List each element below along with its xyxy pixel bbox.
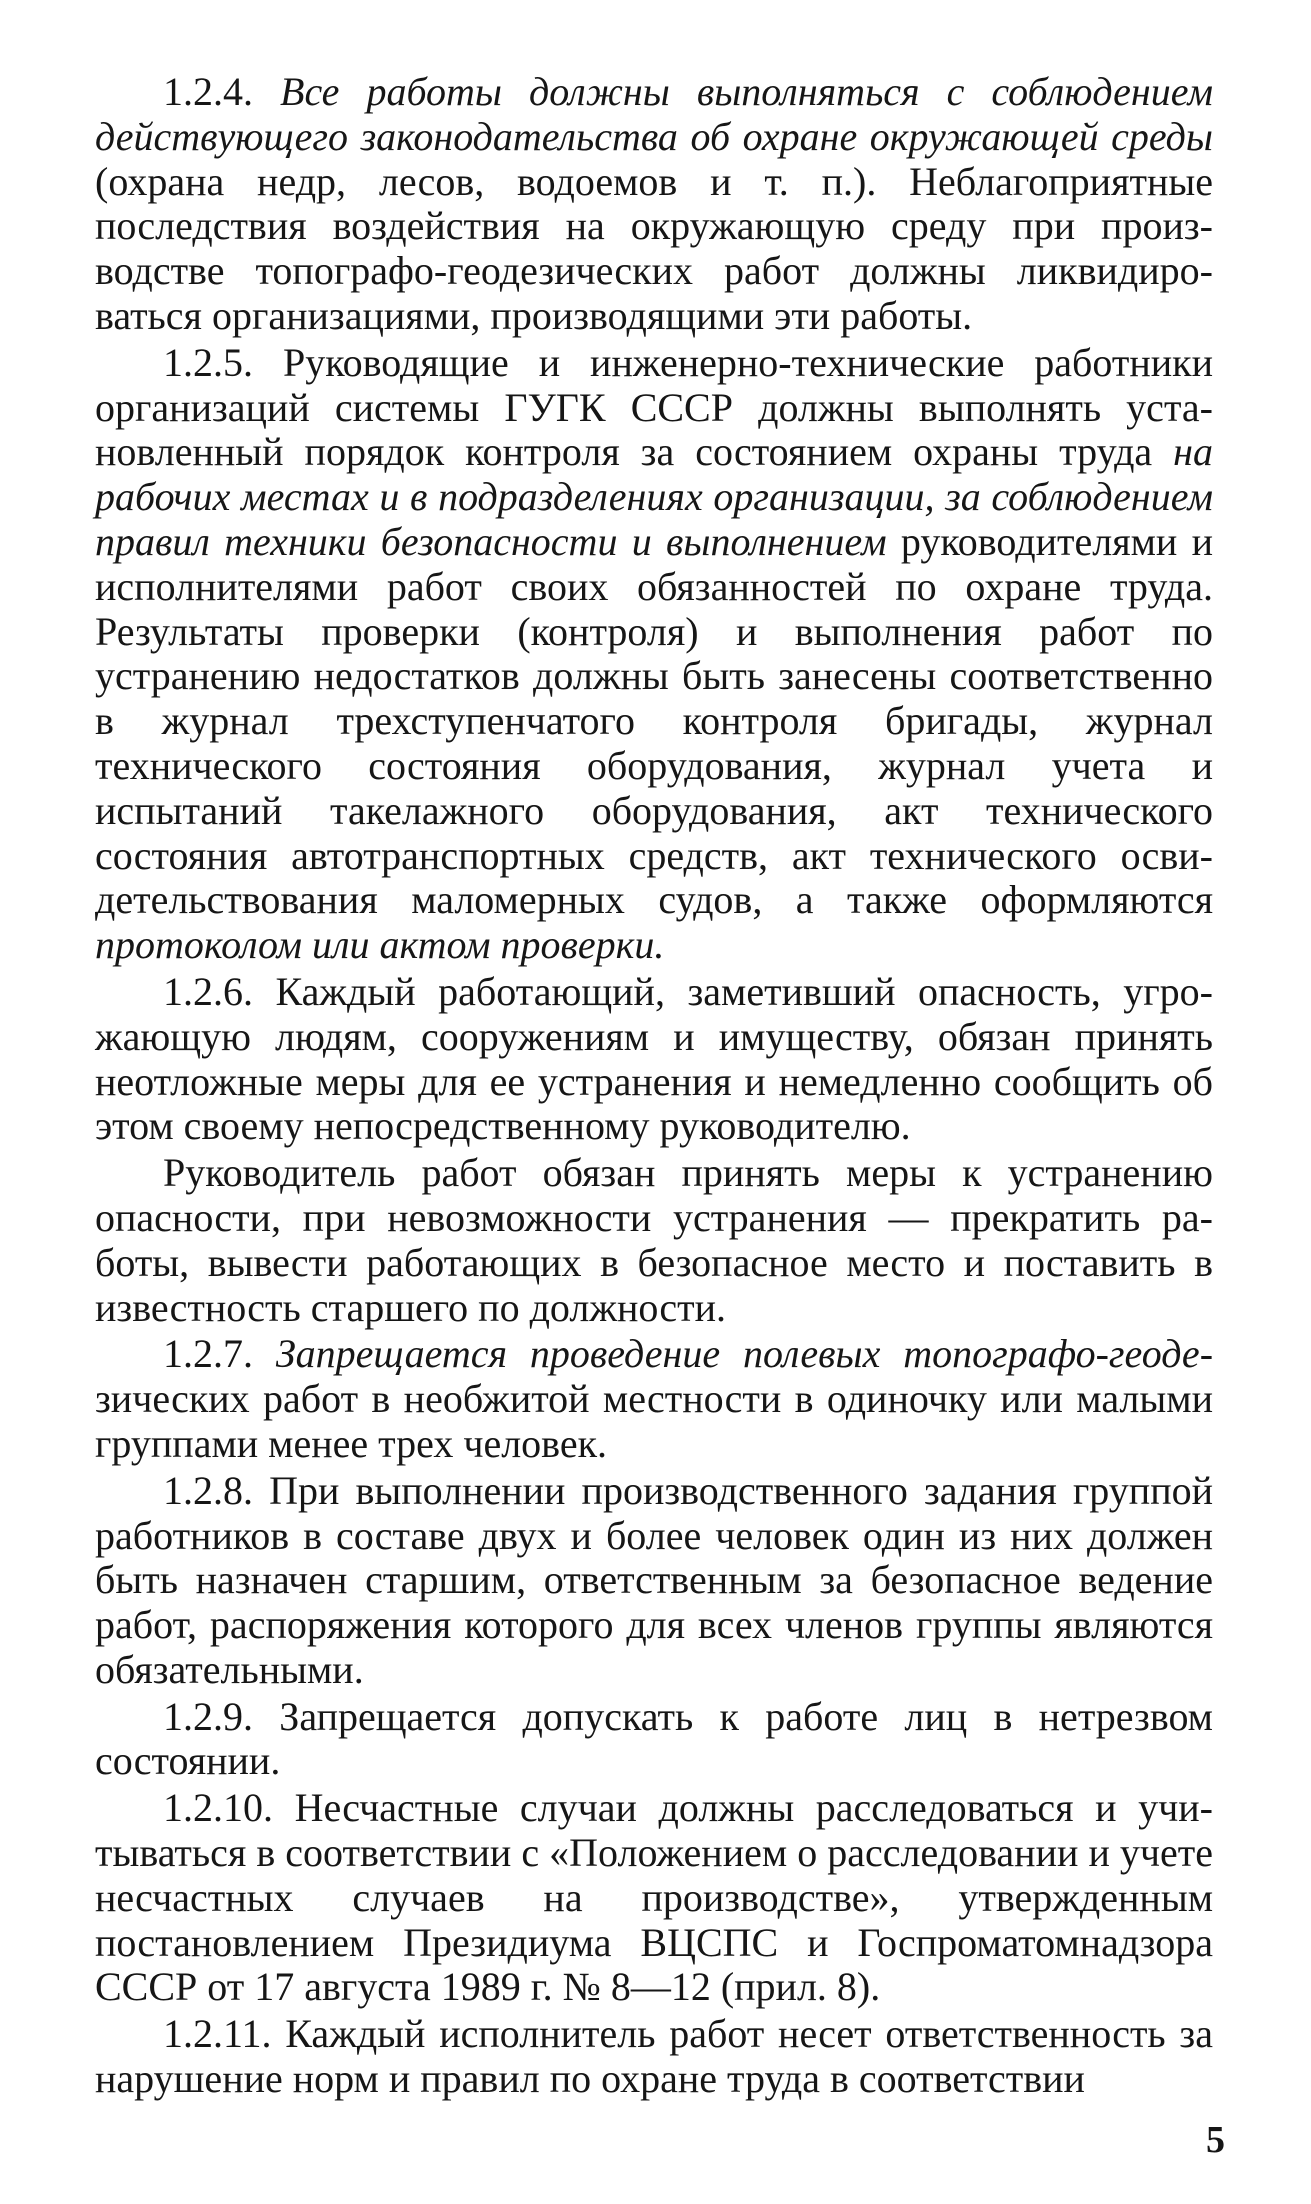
text-segment: 1.2.4. (163, 69, 281, 114)
text-segment: Руководитель работ обязан принять меры к устранению опасности, при невозможности устранения — прекратить работы, вывести работающих в безопасное место и поставить в известность старшего по должности. (95, 1150, 1213, 1330)
text-segment: 1.2.10. Несчастные случаи должны расследоваться и учитываться в соответствии с «Положением о расследовании и учете несчастных случаев на производстве», утвержденным постановлением Президиума ВЦСПС и Госпроматомнадзора СССР от 17 августа 1989 г. № 8—12 (прил. 8). (95, 1785, 1213, 2010)
paragraph-1-2-8 (95, 1469, 1213, 1693)
paragraph-1-2-11 (95, 2012, 1213, 2102)
text-segment: зических работ в необжитой местности в одиночку или малыми группами менее трех человек. (95, 1376, 1213, 1466)
text-segment: руководителями и исполнителями работ своих обязанностей по охране труда. Результаты проверки (контроля) и выполнения работ по устранению недостатков должны быть занесены соответственно в журнал трехступенчатого контроля бригады, журнал технического состояния оборудования, журнал учета и испытаний такелажного оборудования, акт технического состояния автотранспортных средств, акт технического освидетельствования маломерных судов, а также оформляются (95, 518, 1214, 923)
paragraph-1-2-9 (95, 1695, 1213, 1785)
paragraph-1-2-4 (95, 70, 1213, 339)
paragraph-1-2-5 (95, 341, 1213, 968)
paragraph-1-2-6 (95, 970, 1213, 1149)
paragraph-1-2-6-continued (95, 1151, 1213, 1330)
text-segment-italic: протоколом или актом проверки. (95, 922, 665, 968)
paragraph-1-2-10 (95, 1786, 1213, 2010)
text-segment: 1.2.9. Запрещается допускать к работе лиц в нетрезвом состоянии. (95, 1693, 1213, 1784)
text-segment: 1.2.5. Руководящие и инженерно-технические работники организаций системы ГУГК СССР должны выполнять установленный порядок контроля за состоянием охраны труда (95, 339, 1213, 475)
paragraph-1-2-7 (95, 1332, 1213, 1466)
text-segment: 1.2.6. Каждый работающий, заметивший опасность, угрожающую людям, сооружениям и имуществу, обязан принять неотложные меры для ее устранения и немедленно сообщить об этом своему непосредственному руководителю. (95, 968, 1213, 1149)
document-page (95, 70, 1213, 2102)
text-segment-italic: на рабочих местах и в подразделениях организации, за соблюдением правил техники безопасности и выполнением (95, 429, 1213, 564)
text-segment-italic: Запрещается проведение полевых топографо-геоде (275, 1331, 1214, 1377)
text-segment: 1.2.8. При выполнении производственного задания группой работников в составе двух и более человек один из них должен быть назначен старшим, ответственным за безопасное ведение работ, распоряжения которого для всех членов группы являются обязательными. (95, 1467, 1213, 1692)
text-segment: 1.2.7. (163, 1331, 276, 1377)
text-segment-italic: Все работы должны выполняться с соблюдением действующего законодательства об охране окружающей среды (95, 69, 1213, 159)
page-number: 5 (1206, 2119, 1225, 2161)
text-segment: 1.2.11. Каждый исполнитель работ несет ответственность за нарушение норм и правил по охране труда в соответствии (95, 2011, 1213, 2102)
text-segment: (охрана недр, лесов, водоемов и т. п.). Неблагоприятные последствия воздействия на окружающую среду при производстве топографо-геодезических работ должны ликвидироваться организациями, производящими эти работы. (95, 158, 1213, 338)
